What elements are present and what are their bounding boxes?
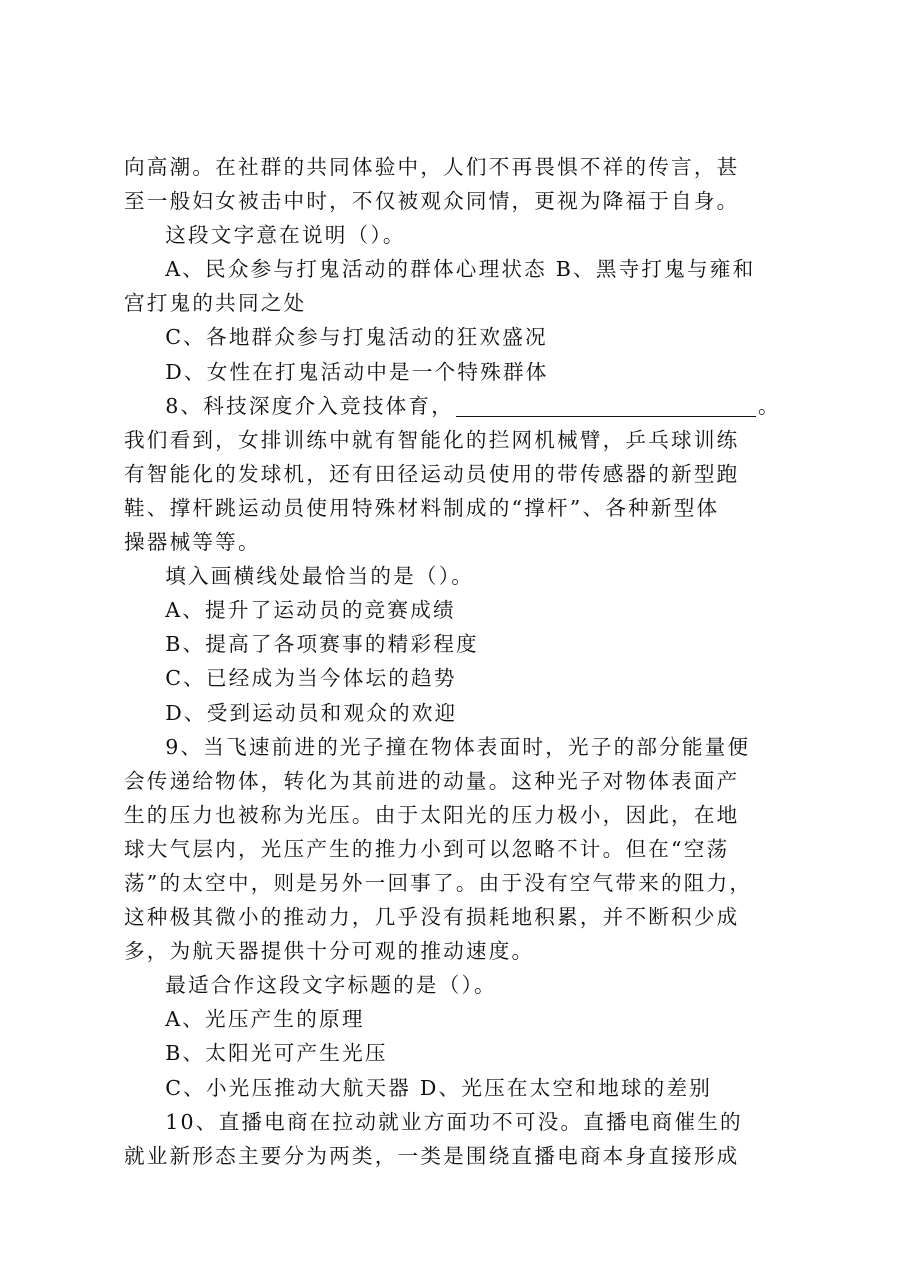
text-line: 向高潮。在社群的共同体验中，人们不再畏惧不祥的传言，甚	[124, 155, 740, 179]
text-line: A、民众参与打鬼活动的群体心理状态 B、黑寺打鬼与雍和	[165, 257, 756, 282]
text-line: 多，为航天器提供十分可观的推动速度。	[124, 939, 535, 964]
text-line: 就业新形态主要分为两类，一类是围绕直播电商本身直接形成	[124, 1143, 740, 1168]
question-10-body	[124, 1105, 804, 1173]
question-8-option-b: B、提高了各项赛事的精彩程度	[165, 632, 479, 657]
question-8-lead-end: 。	[758, 393, 781, 418]
text-line: 有智能化的发球机，还有田径运动员使用的带传感器的新型跑	[124, 461, 740, 486]
question-9-body	[124, 730, 804, 969]
question-8-lead	[124, 389, 804, 423]
question-9-option-a: A、光压产生的原理	[165, 1007, 365, 1032]
question-9-option-c-d: C、小光压推动大航天器 D、光压在太空和地球的差别	[165, 1075, 713, 1100]
question-9-option-b: B、太阳光可产生光压	[165, 1041, 388, 1066]
document-page	[124, 150, 804, 1173]
question-8-option-c: C、已经成为当今体坛的趋势	[165, 666, 457, 691]
question-8-lead-text: 8、科技深度介入竞技体育，	[165, 393, 455, 418]
text-line: 这种极其微小的推动力，几乎没有损耗地积累，并不断积少成	[124, 905, 740, 930]
question-7-option-c: C、各地群众参与打鬼活动的狂欢盛况	[165, 325, 548, 350]
text-line: 10、直播电商在拉动就业方面功不可没。直播电商催生的	[165, 1109, 743, 1134]
text-line: 宫打鬼的共同之处	[124, 291, 307, 316]
question-8-body	[124, 423, 804, 559]
fill-in-blank	[456, 394, 756, 417]
text-line: 鞋、撑杆跳运动员使用特殊材料制成的“撑杆”、各种新型体	[124, 495, 720, 520]
text-line: 9、当飞速前进的光子撞在物体表面时，光子的部分能量便	[165, 734, 751, 759]
intro-paragraph	[124, 150, 804, 218]
question-8-stem: 填入画横线处最恰当的是（）。	[165, 564, 474, 589]
text-line: 操器械等等。	[124, 530, 261, 555]
question-7-stem: 这段文字意在说明（）。	[165, 223, 406, 248]
question-7-option-d: D、女性在打鬼活动中是一个特殊群体	[165, 359, 549, 384]
question-7-option-a-b	[124, 252, 804, 320]
question-8-option-d: D、受到运动员和观众的欢迎	[165, 700, 458, 725]
text-line: 球大气层内，光压产生的推力小到可以忽略不计。但在“空荡	[124, 836, 730, 861]
text-line: 荡”的太空中，则是另外一回事了。由于没有空气带来的阻力，	[124, 870, 753, 895]
text-line: 会传递给物体，转化为其前进的动量。这种光子对物体表面产	[124, 768, 740, 793]
question-8-option-a: A、提升了运动员的竞赛成绩	[165, 598, 456, 623]
text-line: 我们看到，女排训练中就有智能化的拦网机械臂，乒乓球训练	[124, 427, 740, 452]
text-line: 至一般妇女被击中时，不仅被观众同情，更视为降福于自身。	[124, 189, 740, 214]
question-9-stem: 最适合作这段文字标题的是（）。	[165, 973, 497, 998]
text-line: 生的压力也被称为光压。由于太阳光的压力极小，因此，在地	[124, 802, 740, 827]
